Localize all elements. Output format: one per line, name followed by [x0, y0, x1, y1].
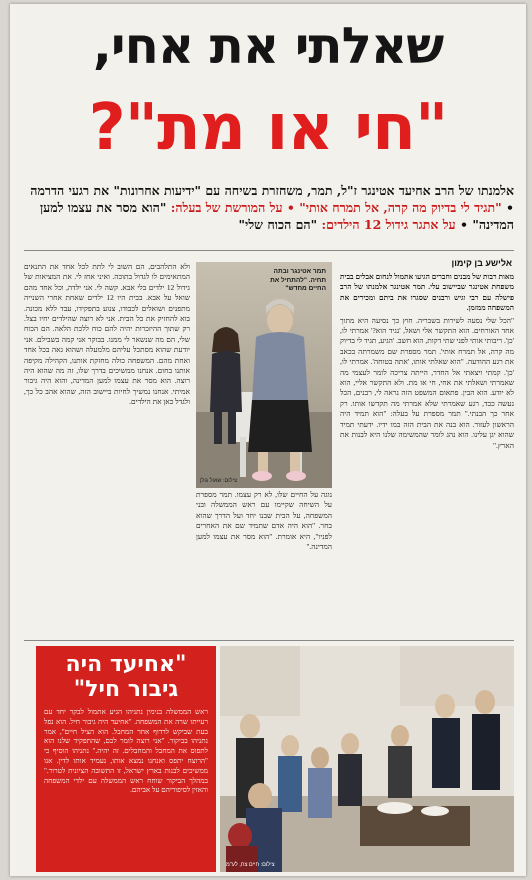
portrait-figures — [196, 262, 332, 488]
divider-line — [24, 250, 514, 251]
headline-line-1: שאלתי את אחי, — [92, 17, 444, 75]
article-column-left — [24, 262, 190, 636]
sidebar-red-box — [36, 646, 216, 872]
subhead-part-6: "הם הכוח שלי" — [238, 217, 318, 232]
condolence-visit-photo — [220, 646, 514, 872]
article-body-right: "הכל שלי נסעה לשירות בשבריה. חוץ כך נסיעה היא מתוך אחד האורחים. הוא התקשר אלי ושאל, 'נגיד הוא?' אמרתי לו, 'כן'. ריבותי אותי לפני שתי דקות, הוא חשב. 'הגיע, תגיד לי בדיוק מה קרה, אל תמרח אותי'. תמר מספרת שם משמרתה בכאב את רגע ההודעה. "הוא שאלתי אותו, 'אתה בטוחה'. אמרתי לו, 'כן'. קמתי ויצאתי אל החדר, הייתה צריכה לומר לעצמי מה שאמרתי ושאלתי את אחי, חי או מת. ולא התקשר אליי, הוא לא יודע. הוא הבין. פתאום המשפט הזה נראה לי, רבנים, הכל נעשה כבד, רגע שאמרתי שלא אמרתי מה תקדשו אותו. רק אחר כך הבנתי." תמר מספרת על בעלה: "הוא תמיד היה הראשון לעזור. הוא בנה את הבית הזה במו ידיו. ידעתי תמיד שהוא יגן עלינו. הוא נהג לומר שהמשימה שלנו היא לבנות את הארץ." — [340, 315, 514, 450]
headline-line-2: "חי או מת"? — [88, 91, 448, 165]
byline: אלישע בן קימון — [451, 258, 512, 268]
portrait-credit: צילום: שאול גולן — [200, 478, 237, 484]
visit-scene — [220, 646, 514, 872]
subhead-part-4: "הוא מסר את עצמו למען המדינה" • — [39, 200, 514, 232]
subhead-part-1: אלמנתו של הרב אחיעד אטינגר ז"ל, תמר, משחזרת בשיחה עם "ידיעות אחרונות" את רגעי הדרמה • — [30, 183, 514, 215]
newspaper-page — [10, 4, 526, 876]
article-column-right — [340, 272, 514, 636]
article-lead: מאות רבות של מבנים וחברים הגיעו אתמול לנחום אבלים בבית משפחת אטינגר שביישוב עלי. תמר אטינגר אלמנתו של הרב פישלה עם רבי וגיש ורבנים שסגרו את ביתם ומכירים את המשפחה ממזמן. — [340, 272, 514, 313]
sidebar-title: "אחיעד היה גיבור חיל" — [65, 652, 187, 702]
subhead-part-5: על אתגר גידול 12 הילדים: — [321, 217, 456, 232]
subhead-part-2: "תגיד לי בדיוק מה קרה, אל תמרח אותי" • — [286, 200, 502, 215]
divider-line-bottom — [24, 640, 514, 641]
visit-photo-credit: צילום: חיים צח, לע"מ — [226, 862, 275, 868]
sidebar-body: ראש הממשלה בנימין נתניהו הגיע אתמול לבקר יחד עם רעייתו שרה את המשפחה. "אחיעד היה גיבור חיל. הוא נפל בעת שביקש לרדוף אחר המחבל. הוא הציל חיים", אמר נתניהו בביקור. "אני רוצה לומר לכם, שהתפקיד שלנו הוא לתפוס את המחבל והמחבלים. זה יהיה." נתניהו הוסיף כי "הרוצח יתפס ואנחנו נמצא אותו, נעמיד אותו לדין. אנו ממשיכים לבנות בארץ ישראל, זו התשובה הציונית לטרור." במהלך הביקור שוחח ראש הממשלה עם ילדי המשפחה והאזין לסיפוריהם על אביהם. — [44, 708, 208, 795]
subheadline — [24, 182, 514, 233]
subhead-part-3: על המורשת של בעלה: — [170, 200, 283, 215]
article-column-middle: נוגה על החיים שלו, לא רק עצמו. תמר מספרת על השיחה שקיימו עם ראש הממשלה ובני המשפחה, על הבית שבנו יחד ועל הדרך שהוא בחר. "הוא היה אדם שתמיד שם את האחרים לפניו", היא אומרת. "הוא מסר את עצמו למען המדינה." — [196, 490, 332, 552]
portrait-photo — [196, 262, 332, 488]
article-body-left: ולא התלהבים, הם השוב לי לתת לכל אחד את התנאים המתאימים לו לגדול בתוכה. ואיני אחז לי. את המציאות של גידול 12 ילדים בלי אבא. קשה לי. אני ילדה, וכל אחד מהם שואל על אבא. בבית היו 12 ילדים שאחת אחרי השנייה מתפנים ושואלים לכבודו, צנוע בתפקידו, עבד ללא מכונה. בוא להחזיק את כל הבית. אני לא רוצה שהילדים יחיו בצל. רק שתוך ההיזכרות יהיה להם כוח ללכת הלאה. הם הכוח שלי, הם מה שנשאר לי ממנו. בבוקר אני קמה בשבילם. אני יודעת שהוא מסתכל עליהם מלמעלה ושהוא גאה בכל אחד ואחת מהם. המשפחה כולה מחזקת אותנו, הקהילה מקיפה אותנו בחום. אנחנו ממשיכים בדרך שלו, זה מה שהוא היה רוצה. הוא מסר את עצמו למען המדינה, והוא היה גיבור אמיתי. אנחנו נמשיך לחיות ביישוב הזה, שהוא אהב כל כך, ולגדל כאן את הילדים. — [24, 262, 190, 407]
portrait-caption: תמר אטינגר ובתה תחיה. "להתחיל את החיים מחדש" — [270, 268, 326, 292]
